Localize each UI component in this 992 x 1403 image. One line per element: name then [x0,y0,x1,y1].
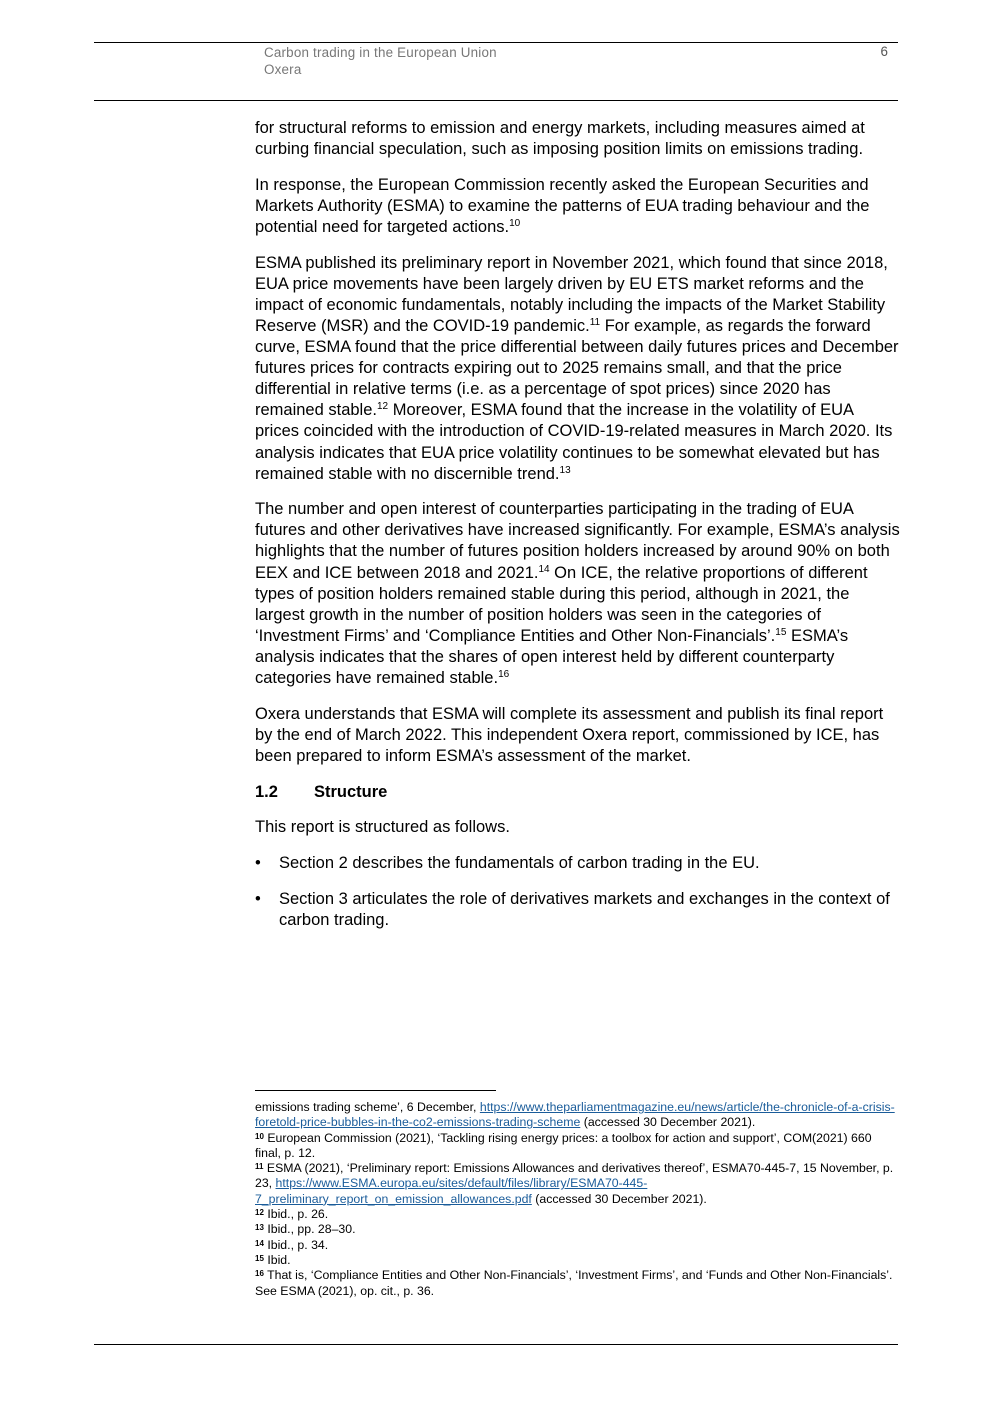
structure-list [255,853,900,931]
page-number: 6 [880,44,888,59]
footnote-ref-15[interactable]: 15 [775,626,787,638]
footnote-ref-10[interactable]: 10 [509,217,521,229]
footnote-10: $^{10}$ European Commission (2021), ‘Tackling rising energy prices: a toolbox for action and support’, COM(2021) 660 final, p. 12. [255,1130,872,1160]
paragraph-structure-intro: This report is structured as follows. [255,818,510,837]
paragraph-continuation: for structural reforms to emission and energy markets, including measures aimed at curbing financial speculation, such as imposing position limits on emissions trading. [255,119,865,159]
footnote-16: $^{16}$ That is, ‘Compliance Entities and Other Non-Financials’, ‘Investment Firms’, and ‘Funds and Other Non-Financials’. See ESMA (2021), op. cit., p. 36. [255,1268,893,1298]
bullet-icon: • [255,889,261,908]
footnote-11: $^{11}$ ESMA (2021), ‘Preliminary report: Emissions Allowances and derivatives thereof’, ESMA70-445-7, 15 November, p. 23, https://www.ESMA.europa.eu/sites/default/files/library/ESMA70-445-7_preliminary_report_on_emission_allowances.pdf (accessed 30 December 2021). [255,1161,894,1206]
footer-rule [94,1344,898,1345]
section-heading [255,782,900,803]
list-item: • Section 3 articulates the role of derivatives markets and exchanges in the context of carbon trading. [255,889,890,929]
paragraph-final-report: Oxera understands that ESMA will complete its assessment and publish its final report by the end of March 2022. This independent Oxera report, commissioned by ICE, has been prepared to inform ESMA’s assessment of the market. [255,704,884,765]
header-title: Carbon trading in the European Union [264,45,497,60]
footnote-ref-16[interactable]: 16 [498,669,510,681]
footnotes [255,1100,900,1299]
footnote-link[interactable]: https://www.theparliamentmagazine.eu/news/article/the-chronicle-of-a-crisis-foretold-price-bubbles-in-the-co2-emissions-trading-scheme [255,1100,895,1130]
footnote-15: $^{15}$ Ibid. [255,1252,291,1267]
header-bottom-rule [94,100,898,101]
footnote-ref-12[interactable]: 12 [377,401,389,413]
footnote-ref-13[interactable]: 13 [559,464,571,476]
running-header [264,44,497,78]
footnote-14: $^{14}$ Ibid., p. 34. [255,1237,329,1252]
section-number: 1.2 [255,782,278,801]
footnote-13: $^{13}$ Ibid., pp. 28–30. [255,1222,356,1237]
section-title: Structure [314,782,388,801]
footnote-12: $^{12}$ Ibid., p. 26. [255,1207,329,1222]
footnote-link[interactable]: https://www.ESMA.europa.eu/sites/default/files/library/ESMA70-445-7_preliminary_report_on_emission_allowances.pdf [255,1176,648,1206]
list-item: • Section 2 describes the fundamentals of carbon trading in the EU. [255,853,900,874]
main-content [255,118,900,945]
header-org: Oxera [264,62,302,77]
footnote-continuation: emissions trading scheme’, 6 December, https://www.theparliamentmagazine.eu/news/article/the-chronicle-of-a-crisis-foretold-price-bubbles-in-the-co2-emissions-trading-scheme (accessed 30 December 2021). [255,1100,895,1130]
footnote-ref-14[interactable]: 14 [538,563,550,575]
footnote-ref-11[interactable]: 11 [589,316,601,328]
footnote-separator [255,1090,496,1091]
paragraph-preliminary-report: ESMA published its preliminary report in November 2021, which found that since 2018, EUA price movements have been largely driven by EU ETS market reforms and the impact of economic fundamentals, notably including the impacts of the Market Stability Reserve (MSR) and the COVID-19 pandemic.$^{11}$ For example, as regards the forward curve, ESMA found that the price differential between daily futures prices and December futures prices for contracts expiring out to 2025 remains small, and that the price differential in relative terms (i.e. as a percentage of spot prices) since 2020 has remained stable.$^{12}$ Moreover, ESMA found that the increase in the volatility of EUA prices coincided with the introduction of COVID-19-related measures in March 2020. Its analysis indicates that EUA price volatility continues to be somewhat elevated but has remained stable with no discernible trend.$^{13}$ [255,253,899,483]
paragraph-esma-request: In response, the European Commission recently asked the European Securities and Markets Authority (ESMA) to examine the patterns of EUA trading behaviour and the potential need for targeted actions.$^{10}$ [255,175,870,236]
bullet-icon: • [255,853,261,872]
header-top-rule [94,42,898,43]
paragraph-counterparties: The number and open interest of counterparties participating in the trading of EUA futures and other derivatives have increased significantly. For example, ESMA’s analysis highlights that the number of futures position holders increased by around 90% on both EEX and ICE between 2018 and 2021.14 On ICE, the relative proportions of different types of position holders remained stable during this period, although in 2021, the largest growth in the number of position holders was seen in the categories of ‘Investment Firms’ and ‘Compliance Entities and Other Non-Financials’.$^{15}$ ESMA’s analysis indicates that the shares of open interest held by different counterparty categories have remained stable.$^{16}$ [255,500,900,688]
